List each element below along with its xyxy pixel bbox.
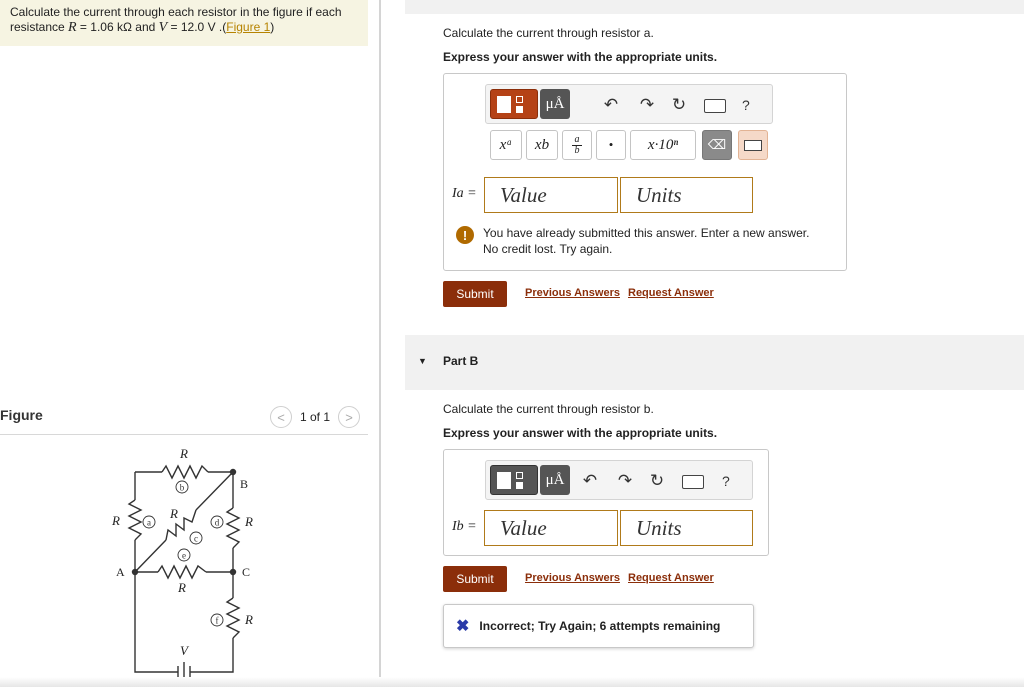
figure-navigation — [270, 406, 360, 428]
part-b-previous-answers-link[interactable]: Previous Answers — [525, 572, 620, 584]
resistor-d — [227, 508, 239, 548]
incorrect-feedback — [443, 604, 754, 648]
fraction-button[interactable] — [562, 130, 592, 160]
resistor-a — [129, 500, 141, 540]
wire — [135, 540, 158, 572]
part-a-previous-answers-link[interactable]: Previous Answers — [525, 287, 620, 299]
problem-statement — [0, 0, 368, 46]
reset-icon[interactable]: ↻ — [671, 95, 687, 114]
node-a-dot — [133, 570, 138, 575]
part-a-request-answer-link[interactable]: Request Answer — [628, 287, 714, 299]
incorrect-x-icon: ✖ — [456, 618, 470, 635]
dot-button[interactable]: • — [596, 130, 626, 160]
redo-icon[interactable]: ↷ — [617, 471, 633, 490]
fraction-denominator: b — [574, 144, 580, 156]
redo-icon[interactable]: ↷ — [639, 95, 655, 114]
wire — [135, 572, 178, 672]
help-icon[interactable]: ? — [742, 97, 750, 113]
figure-divider — [0, 434, 368, 435]
templates-button[interactable] — [490, 89, 538, 119]
template-square-icon — [497, 96, 511, 113]
node-b-dot — [231, 470, 236, 475]
label-R-left: R — [112, 513, 120, 528]
label-e: e — [182, 550, 186, 561]
templates-button[interactable] — [490, 465, 538, 495]
part-b-instruction: Express your answer with the appropriate units. — [443, 426, 718, 440]
problem-line-1: Calculate the current through each resistor in the figure if each — [10, 5, 342, 19]
part-a-warning: You have already submitted this answer. Enter a new answer. No credit lost. Try again. — [483, 226, 810, 256]
left-panel — [0, 0, 380, 687]
warning-icon: ! — [456, 226, 474, 244]
label-d: d — [214, 517, 220, 528]
node-c-dot — [231, 570, 236, 575]
figure-page-count: 1 of 1 — [300, 410, 331, 424]
label-f: f — [215, 615, 219, 626]
prev-figure-button[interactable]: < — [270, 406, 292, 428]
label-R-top: R — [180, 446, 188, 461]
resistor-f — [227, 598, 239, 638]
units-button[interactable]: μÅ — [540, 89, 570, 119]
superscript-button[interactable]: xᵃ — [490, 130, 522, 160]
subscript-button[interactable]: xb — [526, 130, 558, 160]
part-a-instruction: Express your answer with the appropriate units. — [443, 50, 718, 64]
node-label-A: A — [116, 565, 125, 579]
top-band — [405, 0, 1024, 14]
units-button[interactable]: μÅ — [540, 465, 570, 495]
part-b-request-answer-link[interactable]: Request Answer — [628, 572, 714, 584]
keyboard-toggle-button[interactable] — [738, 130, 768, 160]
wire — [196, 472, 233, 510]
part-b-value-input[interactable]: Value — [484, 510, 618, 546]
node-label-C: C — [242, 565, 251, 579]
part-a-question: Calculate the current through resistor a. — [443, 26, 654, 40]
template-small-icon — [516, 472, 523, 479]
problem-line-2: resistance R = 1.06 kΩ and V = 12.0 V .(Figure 1) — [10, 20, 275, 35]
keyboard-icon[interactable] — [704, 99, 726, 113]
node-label-B: B — [240, 477, 249, 491]
label-R-mid: R — [178, 580, 186, 595]
template-square-icon — [497, 472, 511, 489]
undo-icon[interactable]: ↶ — [582, 471, 598, 490]
part-a-label: Ia = — [452, 186, 477, 201]
scientific-notation-button[interactable]: x·10ⁿ — [630, 130, 696, 160]
delete-button[interactable]: ⌫ — [702, 130, 732, 160]
undo-icon[interactable]: ↶ — [603, 95, 619, 114]
wire — [190, 638, 233, 672]
label-a: a — [147, 517, 151, 528]
template-small-icon — [516, 106, 523, 113]
next-figure-button[interactable]: > — [338, 406, 360, 428]
figure-link[interactable]: Figure 1 — [226, 20, 271, 34]
incorrect-message: Incorrect; Try Again; 6 attempts remaining — [479, 619, 721, 633]
part-b-question: Calculate the current through resistor b. — [443, 402, 654, 416]
label-V: V — [180, 643, 188, 658]
label-R-right: R — [245, 514, 253, 529]
keyboard-icon — [744, 140, 762, 151]
collapse-caret-icon[interactable]: ▼ — [418, 356, 427, 366]
part-b-label: Ib = — [452, 519, 477, 534]
part-a-value-input[interactable]: Value — [484, 177, 618, 213]
reset-icon[interactable]: ↻ — [649, 471, 665, 490]
part-a-submit-button[interactable]: Submit — [443, 281, 507, 307]
fraction-numerator: a — [574, 133, 580, 145]
part-b-submit-button[interactable]: Submit — [443, 566, 507, 592]
part-a-units-input[interactable]: Units — [620, 177, 753, 213]
template-small-icon — [516, 482, 523, 489]
part-b-units-input[interactable]: Units — [620, 510, 753, 546]
bottom-edge — [0, 677, 1024, 687]
part-b-title[interactable]: Part B — [443, 354, 479, 368]
resistor-e — [158, 566, 206, 578]
part-b-header[interactable] — [405, 335, 1024, 390]
label-b: b — [179, 482, 185, 493]
panel-divider — [379, 0, 381, 687]
help-icon[interactable]: ? — [722, 473, 730, 489]
figure-title: Figure — [0, 407, 43, 423]
resistor-b — [162, 466, 208, 478]
label-R-bottom: R — [245, 612, 253, 627]
wire — [208, 472, 233, 508]
template-small-icon — [516, 96, 523, 103]
circuit-diagram — [100, 440, 280, 680]
keyboard-icon[interactable] — [682, 475, 704, 489]
label-R-diag: R — [170, 506, 178, 521]
label-c: c — [194, 533, 198, 544]
